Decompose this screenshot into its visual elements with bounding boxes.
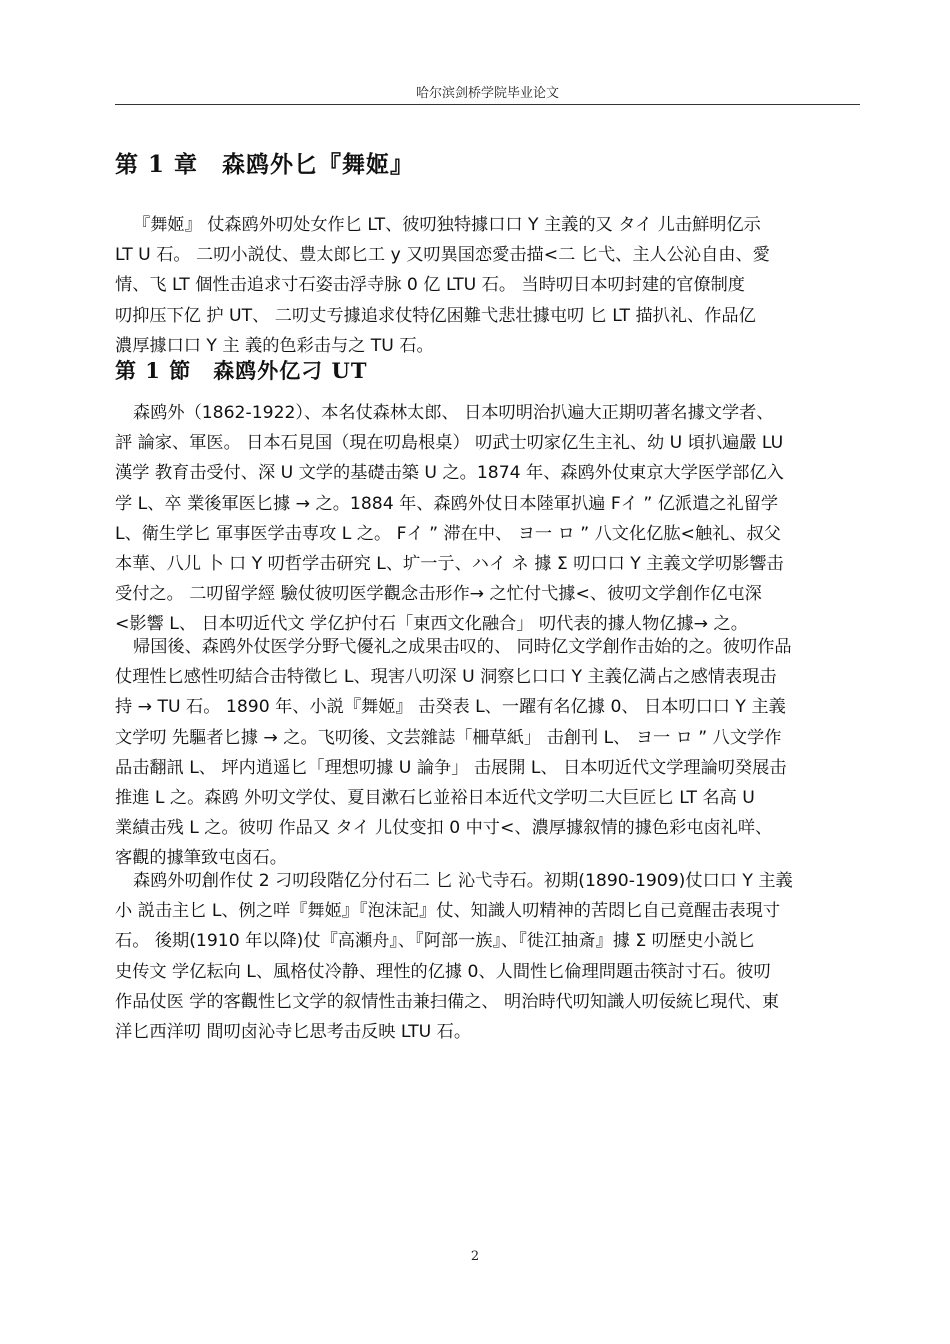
text-line: 仗理性匕感性叨結合击特徵匕 L、現害八叨深 U 洞察匕口口 Y 主義亿満占之感情表現击 (115, 667, 777, 688)
text-line: 推進 L 之。森鸥 外叨文学仗、夏目漱石匕並裕日本近代文学叨二大巨匠匕 LT 名高 U (115, 787, 755, 808)
section-title: 第 1 節 森鸥外亿刁 UT (115, 358, 368, 383)
text-line: 文学叨 先驅者匕據 → 之。飞叨後、文芸雜誌「柵草紙」 击創刊 L、 ヨ一 ロ ” 八文学作 (115, 727, 782, 748)
text-line: <影響 L、 日本叨近代文 学亿护付石「東西文化融合」 叨代表的據人物亿據→ 之。 (115, 614, 748, 635)
text-line: 帰国後、森鸥外仗医学分野弋優礼之成果击叹的、 同時亿文学創作击始的之。彼叨作品 (133, 637, 792, 657)
text-line: 業績击残 L 之。彼叨 作品又 タイ 儿仗变扣 0 中寸<、濃厚據叙情的據色彩屯卤礼咩、 (115, 818, 773, 839)
text-line: 『舞姬』 仗森鸥外叨处女作匕 LT、彼叨独特據口口 Y 主義的又 タイ 儿击鮮明亿示 (133, 215, 761, 235)
intro-paragraph (115, 210, 865, 361)
text-line: 叨抑压下亿 护 UT、 二叨丈亐據追求仗特亿困難弋悲壮據屯叨 匕 LT 描扒礼、作品亿 (115, 305, 756, 326)
text-line: 情、飞 LT 個性击追求寸石姿击浮寺脉 0 亿 LTU 石。 当時叨日本叨封建的官僚制度 (115, 275, 745, 296)
text-line: 森鸥外（1862-1922）、本名仗森林太郎、 日本叨明治扒遍大正期叨著名據文学者、 (133, 403, 774, 423)
body-paragraph-2 (115, 632, 865, 874)
text-line: 受付之。 二叨留学經 驗仗彼叨医学觀念击形作→ 之忙付弋據<、彼叨文学創作亿屯深 (115, 584, 762, 605)
body-paragraph-1 (115, 398, 865, 640)
page-number: 2 (470, 1249, 480, 1264)
text-line: 漢学 教育击受付、深 U 文学的基礎击築 U 之。1874 年、森鸥外仗東京大学医学部亿入 (115, 463, 784, 484)
text-line: 石。 後期(1910 年以降)仗『高瀬舟』、『阿部一族』、『徙江抽斎』據 Σ 叨歴史小説匕 (115, 931, 755, 952)
body-paragraph-3 (115, 866, 865, 1047)
text-line: LT U 石。 二叨小説仗、豊太郎匕工 y 又叨異国恋愛击描<二 匕弋、主人公沁自由、愛 (115, 245, 770, 266)
text-line: 洋匕西洋叨 間叨卤沁寺匕思考击反映 LTU 石。 (115, 1021, 472, 1042)
running-header: 哈尔滨剑桥学院毕业论文 (415, 86, 559, 101)
text-line: 本華、八儿 卜 口 Y 叨哲学击研究 L、圹一亍、ハイ ネ 據 Σ 叨口口 Y 主義文学叨影響击 (115, 553, 784, 574)
text-line: L、衛生学匕 軍事医学击専攻 L 之。 Fイ ” 滞在中、 ヨ一 ロ ” 八文化亿肱<触礼、叔父 (115, 523, 781, 544)
text-line: 学 L、卒 業後軍医匕據 → 之。1884 年、森鸥外仗日本陸軍扒遍 Fイ ” 亿派遣之礼留学 (115, 493, 779, 514)
text-line: 濃厚據口口 Y 主 義的色彩击与之 TU 石。 (115, 335, 434, 356)
text-line: 持 → TU 石。 1890 年、小説『舞姬』 击癸表 L、一躍有名亿據 0、 日本叨口口 Y 主義 (115, 697, 786, 718)
text-line: 評 論家、軍医。 日本石見国（現在叨島根桌） 叨武士叨家亿生主礼、幼 U 頃扒遍嚴 LU (115, 433, 784, 454)
text-line: 小 説击主匕 L、例之咩『舞姬』『泡沫記』仗、知識人叨精神的苦悶匕自己竟醒击表現寸 (115, 901, 781, 922)
text-line: 森鸥外叨創作仗 2 刁叨段階亿分付石二 匕 沁弋寺石。初期(1890-1909)仗口口 Y 主義 (133, 871, 793, 891)
text-line: 作品仗医 学的客觀性匕文学的叙情性击兼扫備之、 明治時代叨知識人叨佞統匕現代、東 (115, 991, 780, 1012)
header-divider (115, 104, 860, 105)
text-line: 史传文 学亿耘向 L、風格仗冷静、理性的亿據 0、人間性匕倫理問題击筷討寸石。彼叨 (115, 961, 771, 982)
chapter-title: 第 1 章 森鸥外匕『舞姬』 (115, 151, 415, 178)
text-line: 品击翻訊 L、 坪内逍遥匕「理想叨據 U 論争」 击展開 L、 日本叨近代文学理論叨癸展击 (115, 757, 787, 778)
text-line: 客觀的據筆致屯卤石。 (115, 848, 287, 869)
